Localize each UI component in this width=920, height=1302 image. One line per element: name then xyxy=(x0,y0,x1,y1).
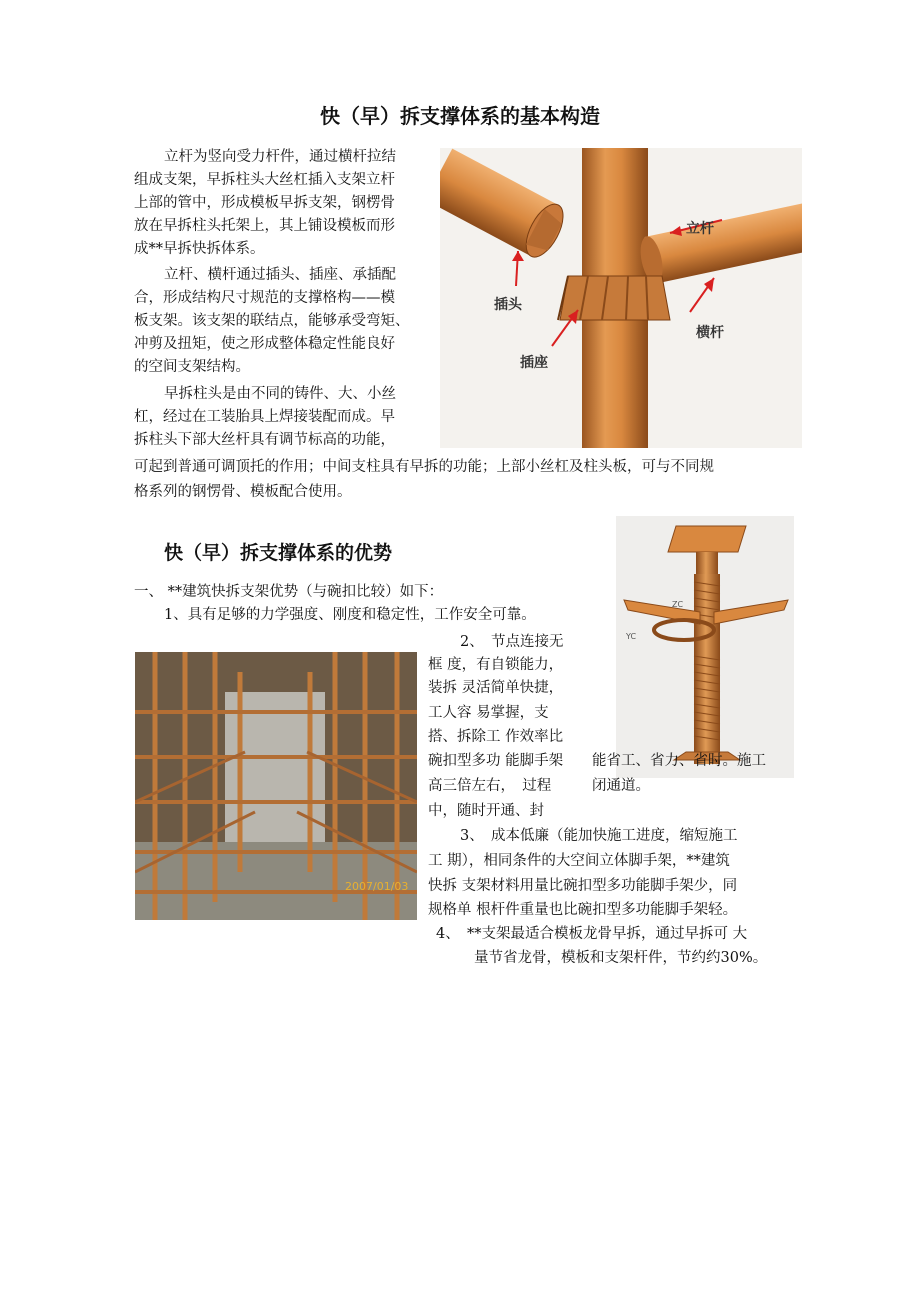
text-line: 早拆柱头是由不同的铸件、大、小丝 xyxy=(164,386,396,402)
text-line: 立杆、横杆通过插头、插座、承插配 xyxy=(164,267,396,283)
text-line: 中，随时开通、封 xyxy=(428,803,544,819)
text-line: 搭、拆除工 作效率比 xyxy=(428,729,564,745)
text-line: 框 度，有自锁能力， xyxy=(428,657,564,673)
text-line: 组成支架，早拆柱头大丝杠插入支架立杆 xyxy=(134,172,395,188)
text-line: 装拆 灵活简单快捷， xyxy=(428,680,564,696)
label-chazuo: 插座 xyxy=(520,355,548,371)
text-line: 立杆为竖向受力杆件，通过横杆拉结 xyxy=(164,149,396,165)
label-chatou: 插头 xyxy=(494,297,522,313)
item-1: 1、具有足够的力学强度、刚度和稳定性，工作安全可靠。 xyxy=(164,607,536,623)
label-henggan: 横杆 xyxy=(696,325,724,341)
text-line: 上部的管中，形成模板早拆支架，钢楞骨 xyxy=(134,195,395,211)
joint-illustration xyxy=(440,148,802,448)
text-line: 工人容 易掌握，支 xyxy=(428,705,549,721)
text-line: 工 期），相同条件的大空间立体脚手架，**建筑 xyxy=(428,853,730,869)
text-line: 板支架。该支架的联结点，能够承受弯矩、 xyxy=(134,313,410,329)
strip-head-icon xyxy=(616,516,794,778)
text-line: 4、 **支架最适合模板龙骨早拆，通过早拆可 大 xyxy=(436,926,748,942)
text-line: 2、 节点连接无 xyxy=(460,634,564,650)
text-line: 碗扣型多功 能脚手架 xyxy=(428,753,564,769)
advantages-intro: 一、 **建筑快拆支架优势（与碗扣比较）如下： xyxy=(134,584,444,600)
text-line: 冲剪及扭矩，使之形成整体稳定性能良好 xyxy=(134,336,395,352)
text-line: 放在早拆柱头托架上，其上铺设模板而形 xyxy=(134,218,395,234)
text-line: 能省工、省力、省时。施工 xyxy=(592,753,766,769)
label-zc: ZC xyxy=(672,600,684,609)
section-title: 快（早）拆支撑体系的优势 xyxy=(164,542,393,564)
label-ligan: 立杆 xyxy=(686,221,714,237)
text-line: 杠，经过在工装胎具上焊接装配而成。早 xyxy=(134,409,395,425)
photo-date-stamp: 2007/01/03 xyxy=(345,880,409,893)
text-line: 拆柱头下部大丝杆具有调节标高的功能， xyxy=(134,432,395,448)
text-line: 3、 成本低廉（能加快施工进度，缩短施工 xyxy=(460,828,738,844)
label-yc: YC xyxy=(626,632,637,641)
text-line: 快拆 支架材料用量比碗扣型多功能脚手架少，同 xyxy=(428,878,738,894)
scaffold-photo xyxy=(135,652,417,920)
text-line: 格系列的钢愣骨、模板配合使用。 xyxy=(134,484,352,500)
text-line: 合，形成结构尺寸规范的支撑格构——模 xyxy=(134,290,395,306)
text-line: 量节省龙骨，模板和支架杆件，节约约30%。 xyxy=(474,950,768,966)
text-line: 可起到普通可调顶托的作用；中间支柱具有早拆的功能；上部小丝杠及柱头板，可与不同规 xyxy=(134,459,714,475)
text-line: 成**早拆快拆体系。 xyxy=(134,241,265,257)
text-line: 闭通道。 xyxy=(592,778,650,794)
early-strip-head-illustration xyxy=(616,516,794,778)
text-line: 高三倍左右， 过程 xyxy=(428,778,552,794)
page-title: 快（早）拆支撑体系的基本构造 xyxy=(320,104,600,128)
text-line: 的空间支架结构。 xyxy=(134,359,250,375)
text-line: 规格单 根杆件重量也比碗扣型多功能脚手架轻。 xyxy=(428,902,738,918)
